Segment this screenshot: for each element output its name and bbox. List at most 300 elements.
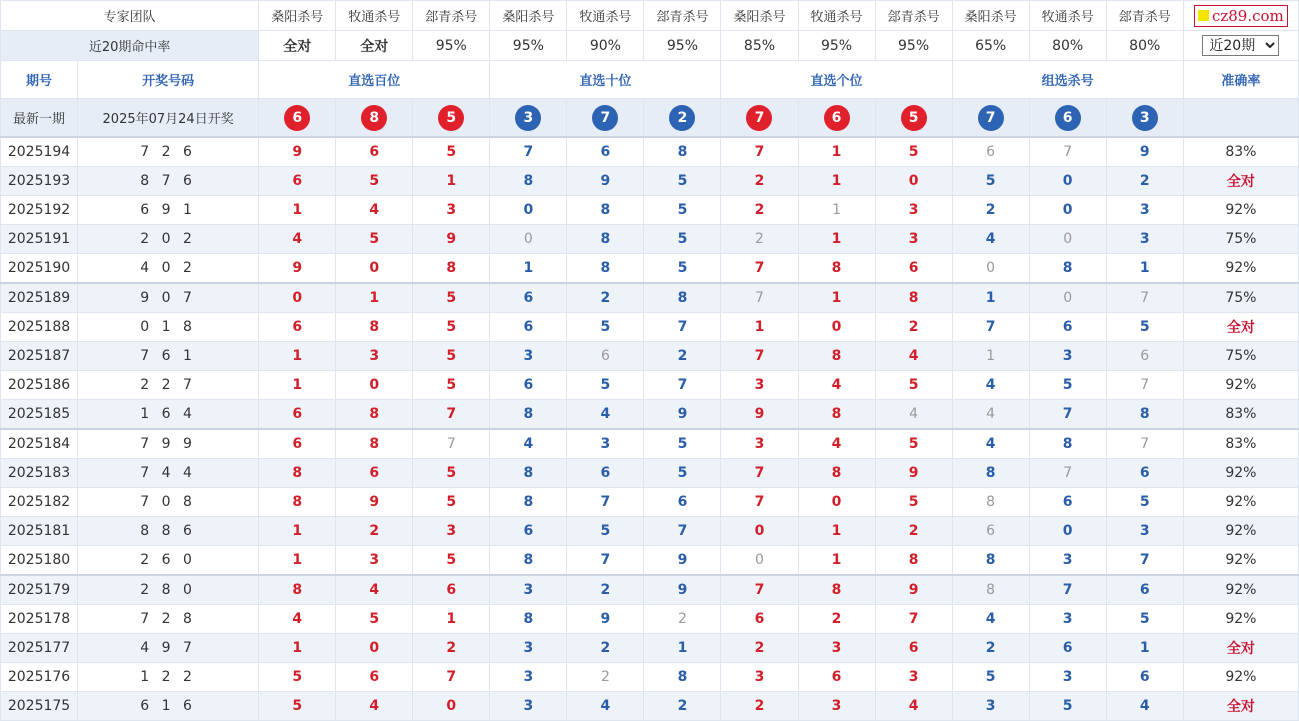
kill-number: 1 <box>677 640 688 656</box>
kill-number: 2 <box>677 698 688 714</box>
period-number: 2025192 <box>1 196 78 225</box>
kill-cell <box>798 459 875 488</box>
kill-cell <box>1029 167 1106 196</box>
kill-cell <box>644 196 721 225</box>
kill-cell <box>798 517 875 546</box>
kill-number: 7 <box>446 669 457 685</box>
kill-number: 8 <box>985 552 996 568</box>
kill-number: 6 <box>523 319 534 335</box>
accuracy-value: 92% <box>1183 254 1298 284</box>
kill-number: 8 <box>523 552 534 568</box>
kill-number: 2 <box>754 698 765 714</box>
accuracy-value: 92% <box>1183 605 1298 634</box>
kill-number: 3 <box>985 698 996 714</box>
accuracy-value: 全对 <box>1183 167 1298 196</box>
kill-number: 0 <box>1062 523 1073 539</box>
accuracy-value: 92% <box>1183 371 1298 400</box>
kill-number: 8 <box>600 231 611 247</box>
kill-number: 5 <box>292 669 303 685</box>
kill-cell <box>1029 225 1106 254</box>
kill-number: 3 <box>369 552 380 568</box>
table-row <box>1 137 1299 167</box>
expert-name[interactable]: 牧通杀号 <box>567 1 644 31</box>
kill-cell <box>259 283 336 313</box>
draw-number: 1 6 4 <box>78 400 259 430</box>
kill-cell <box>1106 342 1183 371</box>
expert-name[interactable]: 桑阳杀号 <box>490 1 567 31</box>
logo-text: cz89.com <box>1211 6 1284 25</box>
period-number: 2025178 <box>1 605 78 634</box>
kill-number: 6 <box>986 144 996 160</box>
kill-number: 5 <box>369 611 380 627</box>
kill-number: 1 <box>292 640 303 656</box>
kill-cell <box>413 634 490 663</box>
kill-cell <box>490 283 567 313</box>
kill-number: 6 <box>292 319 303 335</box>
kill-number: 4 <box>985 231 996 247</box>
draw-number: 0 1 8 <box>78 313 259 342</box>
accuracy-value: 83% <box>1183 137 1298 167</box>
kill-number: 6 <box>831 669 842 685</box>
latest-pick-cell <box>490 99 567 138</box>
pick-ball: 7 <box>746 105 772 131</box>
expert-name[interactable]: 牧通杀号 <box>798 1 875 31</box>
expert-name[interactable]: 桑阳杀号 <box>952 1 1029 31</box>
latest-accuracy-empty <box>1183 99 1298 138</box>
kill-cell <box>952 605 1029 634</box>
kill-number: 5 <box>446 465 457 481</box>
kill-cell <box>567 313 644 342</box>
kill-cell <box>644 605 721 634</box>
kill-number: 5 <box>446 319 457 335</box>
kill-cell <box>952 517 1029 546</box>
expert-name[interactable]: 牧通杀号 <box>1029 1 1106 31</box>
table-row <box>1 313 1299 342</box>
kill-cell <box>644 634 721 663</box>
table-row <box>1 167 1299 196</box>
kill-number: 6 <box>600 144 611 160</box>
kill-cell <box>336 663 413 692</box>
kill-cell <box>1029 137 1106 167</box>
kill-cell <box>336 517 413 546</box>
pick-ball: 3 <box>515 105 541 131</box>
kill-cell <box>952 663 1029 692</box>
kill-cell <box>798 634 875 663</box>
period-number: 2025181 <box>1 517 78 546</box>
kill-number: 8 <box>831 348 842 364</box>
latest-pick-cell <box>567 99 644 138</box>
kill-cell <box>1029 371 1106 400</box>
period-number: 2025176 <box>1 663 78 692</box>
kill-number: 6 <box>1140 348 1150 364</box>
kill-cell <box>336 313 413 342</box>
kill-cell <box>1106 605 1183 634</box>
latest-pick-cell <box>259 99 336 138</box>
col-period: 期号 <box>1 61 78 99</box>
kill-cell <box>413 517 490 546</box>
kill-cell <box>721 488 798 517</box>
column-header-row <box>1 61 1299 99</box>
table-row <box>1 605 1299 634</box>
accuracy-value: 75% <box>1183 225 1298 254</box>
kill-cell <box>336 342 413 371</box>
kill-cell <box>259 546 336 576</box>
kill-cell <box>644 575 721 605</box>
kill-cell <box>1029 400 1106 430</box>
accuracy-value: 83% <box>1183 429 1298 459</box>
kill-cell <box>875 459 952 488</box>
kill-cell <box>1106 546 1183 576</box>
kill-number: 0 <box>831 319 842 335</box>
kill-number: 4 <box>1139 698 1150 714</box>
kill-cell <box>644 342 721 371</box>
draw-number: 6 9 1 <box>78 196 259 225</box>
kill-number: 2 <box>985 202 996 218</box>
kill-cell <box>798 429 875 459</box>
kill-number: 1 <box>523 260 534 276</box>
kill-number: 1 <box>1139 640 1150 656</box>
kill-cell <box>567 459 644 488</box>
kill-cell <box>952 459 1029 488</box>
table-row <box>1 546 1299 576</box>
kill-cell <box>567 400 644 430</box>
kill-number: 9 <box>677 582 688 598</box>
table-row <box>1 634 1299 663</box>
expert-name[interactable]: 牧通杀号 <box>336 1 413 31</box>
period-number: 2025183 <box>1 459 78 488</box>
kill-number: 5 <box>985 669 996 685</box>
kill-cell <box>721 517 798 546</box>
kill-cell <box>567 692 644 721</box>
kill-cell <box>952 225 1029 254</box>
kill-number: 1 <box>292 523 303 539</box>
period-number: 2025188 <box>1 313 78 342</box>
kill-cell <box>490 429 567 459</box>
period-select-cell <box>1183 31 1298 61</box>
kill-cell <box>336 488 413 517</box>
kill-cell <box>798 575 875 605</box>
kill-cell <box>1106 488 1183 517</box>
kill-cell <box>875 517 952 546</box>
kill-number: 0 <box>831 494 842 510</box>
kill-number: 6 <box>369 669 380 685</box>
kill-number: 9 <box>908 465 919 481</box>
kill-number: 5 <box>677 173 688 189</box>
kill-number: 5 <box>1139 319 1150 335</box>
kill-number: 7 <box>600 494 611 510</box>
kill-number: 8 <box>369 436 380 452</box>
pick-ball: 5 <box>438 105 464 131</box>
kill-number: 0 <box>369 377 380 393</box>
kill-number: 5 <box>600 377 611 393</box>
kill-cell <box>259 605 336 634</box>
kill-number: 4 <box>831 436 842 452</box>
kill-cell <box>259 575 336 605</box>
kill-cell <box>875 400 952 430</box>
draw-number: 7 2 8 <box>78 605 259 634</box>
kill-cell <box>1029 254 1106 284</box>
kill-cell <box>644 313 721 342</box>
kill-number: 2 <box>600 640 611 656</box>
kill-cell <box>413 429 490 459</box>
kill-cell <box>798 196 875 225</box>
hit-rate: 95% <box>875 31 952 61</box>
kill-cell <box>952 342 1029 371</box>
hit-rate: 95% <box>413 31 490 61</box>
kill-number: 5 <box>369 231 380 247</box>
kill-number: 7 <box>754 494 765 510</box>
kill-cell <box>413 254 490 284</box>
kill-cell <box>1106 692 1183 721</box>
kill-number: 8 <box>446 260 457 276</box>
period-number: 2025179 <box>1 575 78 605</box>
kill-number: 7 <box>754 144 765 160</box>
kill-cell <box>721 137 798 167</box>
accuracy-value: 92% <box>1183 546 1298 576</box>
period-number: 2025180 <box>1 546 78 576</box>
hit-rate: 95% <box>490 31 567 61</box>
kill-number: 6 <box>446 582 457 598</box>
kill-number: 8 <box>831 260 842 276</box>
kill-cell <box>644 692 721 721</box>
kill-cell <box>721 313 798 342</box>
kill-number: 2 <box>908 523 919 539</box>
kill-number: 0 <box>369 260 380 276</box>
expert-name[interactable]: 桑阳杀号 <box>721 1 798 31</box>
kill-number: 6 <box>1139 582 1150 598</box>
kill-cell <box>875 283 952 313</box>
kill-cell <box>875 196 952 225</box>
latest-pick-cell <box>644 99 721 138</box>
kill-cell <box>336 196 413 225</box>
kill-number: 7 <box>1062 406 1073 422</box>
kill-cell <box>952 575 1029 605</box>
kill-cell <box>413 488 490 517</box>
pick-ball: 7 <box>592 105 618 131</box>
draw-number: 7 6 1 <box>78 342 259 371</box>
kill-number: 8 <box>831 582 842 598</box>
kill-cell <box>798 167 875 196</box>
kill-number: 9 <box>754 406 765 422</box>
kill-cell <box>259 459 336 488</box>
hit-rate-label: 近20期命中率 <box>1 31 259 61</box>
expert-name[interactable]: 郐青杀号 <box>413 1 490 31</box>
kill-cell <box>413 167 490 196</box>
site-logo[interactable] <box>1194 5 1288 27</box>
team-label: 专家团队 <box>1 1 259 31</box>
table-row <box>1 371 1299 400</box>
kill-number: 8 <box>831 465 842 481</box>
kill-cell <box>490 371 567 400</box>
kill-number: 1 <box>446 611 457 627</box>
pick-ball: 6 <box>284 105 310 131</box>
kill-cell <box>336 459 413 488</box>
hit-rate: 95% <box>644 31 721 61</box>
kill-cell <box>259 167 336 196</box>
kill-cell <box>952 488 1029 517</box>
expert-name[interactable]: 郐青杀号 <box>875 1 952 31</box>
kill-cell <box>875 225 952 254</box>
table-row <box>1 459 1299 488</box>
kill-number: 7 <box>523 144 534 160</box>
expert-name[interactable]: 郐青杀号 <box>644 1 721 31</box>
kill-number: 5 <box>446 494 457 510</box>
kill-number: 8 <box>369 319 380 335</box>
kill-number: 1 <box>292 377 303 393</box>
kill-cell <box>798 225 875 254</box>
kill-cell <box>1029 546 1106 576</box>
hit-rate: 65% <box>952 31 1029 61</box>
kill-cell <box>952 371 1029 400</box>
kill-number: 6 <box>369 144 380 160</box>
kill-number: 8 <box>523 406 534 422</box>
kill-cell <box>952 283 1029 313</box>
kill-cell <box>567 137 644 167</box>
latest-row <box>1 99 1299 138</box>
kill-cell <box>875 429 952 459</box>
kill-cell <box>259 692 336 721</box>
kill-cell <box>336 254 413 284</box>
draw-number: 9 0 7 <box>78 283 259 313</box>
expert-name[interactable]: 郐青杀号 <box>1106 1 1183 31</box>
period-number: 2025182 <box>1 488 78 517</box>
kill-number: 3 <box>1062 669 1073 685</box>
kill-number: 5 <box>908 144 919 160</box>
kill-number: 5 <box>1139 611 1150 627</box>
kill-cell <box>875 605 952 634</box>
kill-cell <box>875 575 952 605</box>
table-row <box>1 342 1299 371</box>
kill-cell <box>259 137 336 167</box>
kill-cell <box>490 342 567 371</box>
kill-number: 7 <box>1140 377 1150 393</box>
kill-cell <box>567 488 644 517</box>
kill-number: 6 <box>292 173 303 189</box>
kill-number: 9 <box>369 494 380 510</box>
kill-number: 5 <box>446 552 457 568</box>
kill-number: 0 <box>292 290 303 306</box>
kill-number: 7 <box>754 348 765 364</box>
kill-number: 4 <box>985 377 996 393</box>
draw-number: 8 7 6 <box>78 167 259 196</box>
kill-cell <box>259 313 336 342</box>
kill-cell <box>721 459 798 488</box>
kill-cell <box>798 313 875 342</box>
kill-cell <box>259 225 336 254</box>
kill-number: 3 <box>369 348 380 364</box>
kill-number: 6 <box>986 523 996 539</box>
kill-number: 7 <box>755 290 764 306</box>
kill-cell <box>336 167 413 196</box>
kill-number: 0 <box>1063 290 1073 306</box>
period-number: 2025185 <box>1 400 78 430</box>
pick-ball: 2 <box>669 105 695 131</box>
kill-cell <box>413 283 490 313</box>
kill-number: 9 <box>600 611 611 627</box>
kill-cell <box>875 634 952 663</box>
kill-cell <box>644 371 721 400</box>
kill-cell <box>644 663 721 692</box>
kill-cell <box>567 546 644 576</box>
kill-number: 6 <box>369 465 380 481</box>
kill-number: 6 <box>600 348 610 364</box>
kill-cell <box>721 429 798 459</box>
kill-number: 5 <box>446 144 457 160</box>
kill-number: 4 <box>600 698 611 714</box>
kill-number: 4 <box>985 611 996 627</box>
kill-cell <box>490 196 567 225</box>
kill-cell <box>798 605 875 634</box>
kill-number: 1 <box>292 552 303 568</box>
expert-name[interactable]: 桑阳杀号 <box>259 1 336 31</box>
kill-number: 5 <box>446 290 457 306</box>
kill-cell <box>490 605 567 634</box>
col-accuracy: 准确率 <box>1183 61 1298 99</box>
kill-cell <box>490 254 567 284</box>
kill-number: 3 <box>831 698 842 714</box>
kill-cell <box>259 488 336 517</box>
kill-number: 2 <box>831 611 842 627</box>
kill-cell <box>336 575 413 605</box>
draw-number: 7 2 6 <box>78 137 259 167</box>
draw-number: 2 0 2 <box>78 225 259 254</box>
kill-cell <box>721 196 798 225</box>
kill-cell <box>490 137 567 167</box>
period-range-select[interactable] <box>1202 35 1279 56</box>
kill-cell <box>336 546 413 576</box>
kill-number: 4 <box>908 348 919 364</box>
kill-number: 0 <box>1063 231 1073 247</box>
draw-number: 4 9 7 <box>78 634 259 663</box>
kill-number: 7 <box>754 465 765 481</box>
table-row <box>1 225 1299 254</box>
period-number: 2025191 <box>1 225 78 254</box>
kill-number: 1 <box>831 144 842 160</box>
kill-number: 5 <box>908 494 919 510</box>
kill-cell <box>259 371 336 400</box>
table-row <box>1 517 1299 546</box>
pick-ball: 3 <box>1132 105 1158 131</box>
kill-cell <box>413 371 490 400</box>
kill-cell <box>1029 517 1106 546</box>
kill-number: 3 <box>754 669 765 685</box>
kill-cell <box>721 225 798 254</box>
kill-cell <box>721 546 798 576</box>
kill-cell <box>413 137 490 167</box>
hit-rate: 全对 <box>336 31 413 61</box>
latest-pick-cell <box>1029 99 1106 138</box>
kill-number: 6 <box>523 523 534 539</box>
kill-number: 1 <box>1139 260 1150 276</box>
kill-number: 4 <box>292 611 303 627</box>
kill-cell <box>1029 313 1106 342</box>
kill-cell <box>798 371 875 400</box>
accuracy-value: 全对 <box>1183 634 1298 663</box>
kill-cell <box>1029 283 1106 313</box>
kill-cell <box>721 575 798 605</box>
kill-number: 2 <box>985 640 996 656</box>
kill-cell <box>798 400 875 430</box>
kill-number: 8 <box>369 406 380 422</box>
kill-number: 6 <box>754 611 765 627</box>
kill-cell <box>567 167 644 196</box>
kill-number: 3 <box>523 698 534 714</box>
kill-number: 7 <box>985 319 996 335</box>
kill-number: 9 <box>600 173 611 189</box>
kill-number: 5 <box>1062 377 1073 393</box>
kill-number: 6 <box>600 465 611 481</box>
kill-cell <box>490 663 567 692</box>
